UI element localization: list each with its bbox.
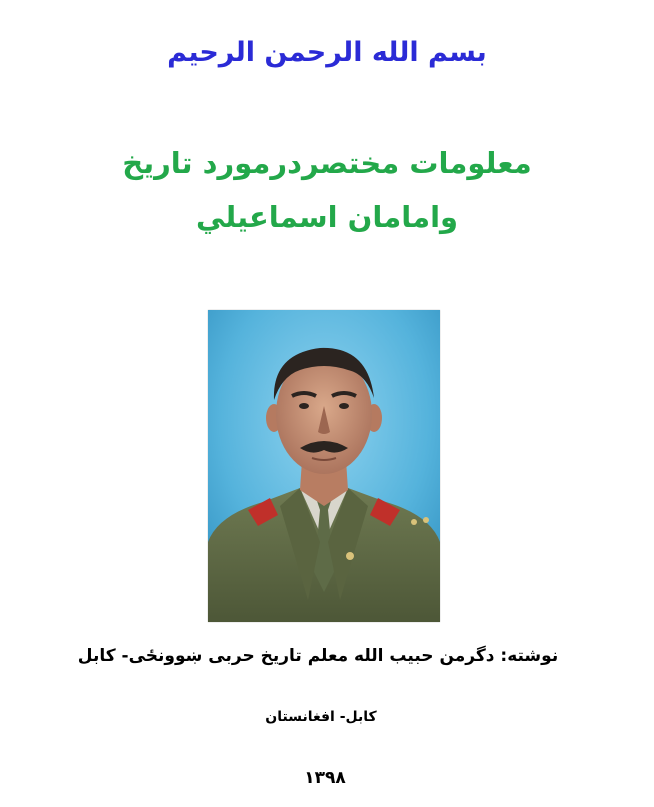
year-line: ١٣٩٨	[304, 768, 346, 788]
title-line-2: وامامان اسماعیلي	[195, 200, 459, 234]
basmala-heading: بسم الله الرحمن الرحیم	[167, 37, 487, 68]
author-portrait	[208, 310, 440, 622]
portrait-photo-icon	[208, 310, 440, 622]
title-line-1: معلومات مختصردرمورد تاریخ	[122, 146, 532, 180]
author-line: نوشته: دگرمن حبیب الله معلم تاریخ حربی ښوونځی- کابل	[77, 646, 559, 666]
location-line: کابل- افغانستان	[265, 709, 377, 725]
